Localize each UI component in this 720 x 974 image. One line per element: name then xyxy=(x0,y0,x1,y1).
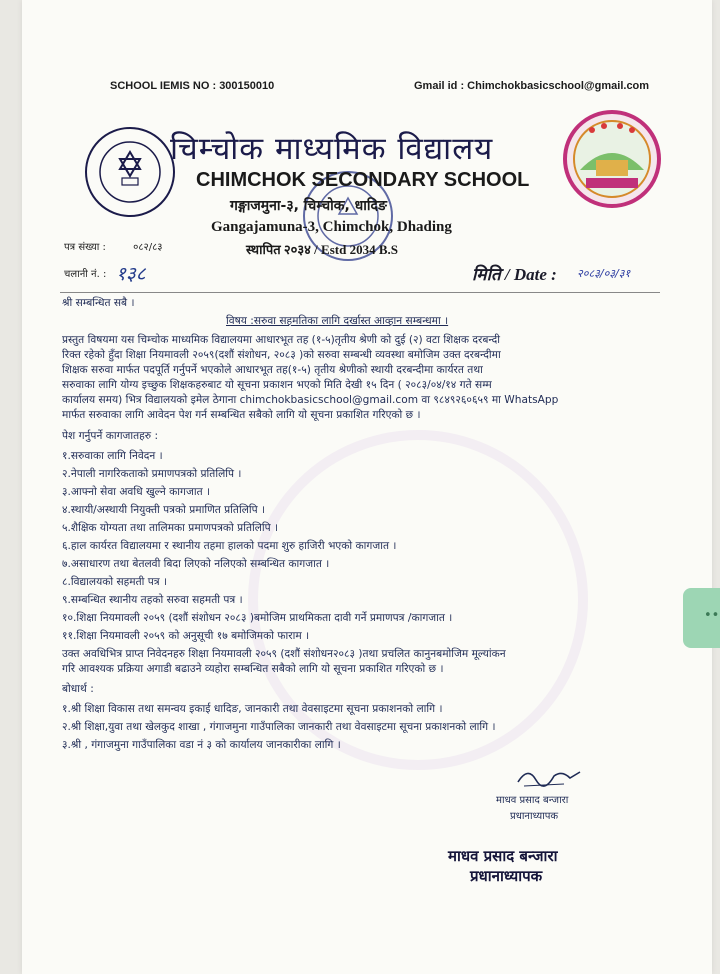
municipality-emblem xyxy=(562,108,662,210)
dispatch-number-label: चलानी नं. : xyxy=(64,269,107,280)
handwritten-signature xyxy=(514,762,584,792)
recipient-line: श्री सम्बन्धित सबै । xyxy=(62,297,135,309)
document-item: ५.शैक्षिक योग्यता तथा तालिमका प्रमाणपत्रको प्रतिलिपि । xyxy=(62,522,279,534)
cc-item: १.श्री शिक्षा विकास तथा समन्वय इकाई धादिङ, जानकारी तथा वेवसाइटमा सूचना प्रकाशनको लागि । xyxy=(62,703,443,715)
date-value: २०८३/०३/३१ xyxy=(577,267,631,280)
watermark-emblem xyxy=(248,430,588,770)
signatory-designation: प्रधानाध्यापक xyxy=(510,811,559,822)
cc-item: ३.श्री , गंगाजमुना गाउँपालिका वडा नं ३ को कार्यालय जानकारीका लागि । xyxy=(62,739,341,751)
document-item: ११.शिक्षा नियमावली २०५९ को अनुसूची १७ बमोजिमको फाराम । xyxy=(62,630,310,642)
dispatch-number-value: १३८ xyxy=(116,264,146,285)
school-address-nepali: गङ्गाजमुना-३, चिम्चोक, धादिङ xyxy=(230,198,387,214)
para1-line-2: रिक्त रहेको हुँदा शिक्षा नियमावली २०५९(दशौं संशोधन, २०८३ )को सरुवा सम्बन्धी व्यवस्था बमोजिम उक्त दरबन्दीमा xyxy=(62,349,501,361)
para1-line-3: शिक्षक सरुवा मार्फत पदपूर्ति गर्नुपर्ने भएकोले आधारभूत तह(१-५) तृतीय श्रेणीको स्थायी दरबन्दीमा कार्यरत तथा xyxy=(62,364,483,376)
school-seal-logo xyxy=(84,126,176,218)
letter-number-label xyxy=(64,239,163,253)
para2-line-2: गरि आवश्यक प्रक्रिया अगाडी बढाउने व्यहोरा सम्बन्धित सबैको लागि यो सूचना प्रकाशित गरिएको छ । xyxy=(62,663,444,675)
subject-line: विषय :सरुवा सहमतिका लागि दर्खास्त आव्हान सम्बन्धमा । xyxy=(226,315,449,327)
document-item: ९.सम्बन्धित स्थानीय तहको सरुवा सहमती पत्र । xyxy=(62,594,243,606)
para1-line-1: प्रस्तुत विषयमा यस चिम्चोक माध्यमिक विद्यालयमा आधारभूत तह (१-५)तृतीय श्रेणी को दुई (२) वटा शिक्षक दरबन्दी xyxy=(62,334,501,346)
school-established: स्थापित २०३४ / Estd 2034 B.S xyxy=(246,242,398,257)
document-item: ८.विद्यालयको सहमती पत्र । xyxy=(62,576,168,588)
cc-heading: बोधार्थ : xyxy=(62,683,94,695)
document-item: ७.असाधारण तथा बेतलवी बिदा लिएको नलिएको सम्बन्धित कागजात । xyxy=(62,558,330,570)
para2-line-1: उक्त अवधिभित्र प्राप्त निवेदनहरु शिक्षा नियमावली २०५९ (दशौं संशोधन२०८३ )तथा प्रचलित कानुनबमोजिम मूल्यांकन xyxy=(62,648,506,660)
document-item: १.सरुवाका लागि निवेदन । xyxy=(62,450,163,462)
designation-stamp: प्रधानाध्यापक xyxy=(470,867,543,885)
school-title-nepali: चिम्चोक माध्यमिक विद्यालय xyxy=(170,131,494,167)
document-item: ६.हाल कार्यरत विद्यालयमा र स्थानीय तहमा हालको पदमा शुरु हाजिरी भएको कागजात । xyxy=(62,540,397,552)
documents-heading: पेश गर्नुपर्ने कागजातहरु : xyxy=(62,430,159,442)
more-options-icon[interactable]: •• xyxy=(704,608,720,623)
letter-number-key: पत्र संख्या : xyxy=(64,242,106,253)
school-iemis: SCHOOL IEMIS NO : 300150010 xyxy=(110,80,275,92)
date-label: मिति / Date : xyxy=(472,265,557,284)
document-item: ४.स्थायी/अस्थायी नियुक्ती पत्रको प्रमाणित प्रतिलिपि । xyxy=(62,504,266,516)
para1-line-4: सरुवाका लागि योग्य इच्छुक शिक्षकहरुबाट यो सूचना प्रकाशन भएको मिति देखी १५ दिन ( २०८३/०४/१४ गते सम्म xyxy=(62,379,492,391)
signatory-name: माधव प्रसाद बन्जारा xyxy=(496,795,569,806)
para1-line-6: मार्फत सरुवाका लागि आवेदन पेश गर्न सम्बन्धित सबैको लागि यो सूचना प्रकाशित गरिएको छ । xyxy=(62,409,421,421)
para1-line-5: कार्यालय समय) भित्र विद्यालयको इमेल ठेगाना chimchokbasicschool@gmail.com वा ९८४९२६०६५९ मा WhatsApp xyxy=(62,394,559,406)
school-address-english: Gangajamuna-3, Chimchok, Dhading xyxy=(211,219,452,235)
school-title-english: CHIMCHOK SECONDARY SCHOOL xyxy=(196,169,530,191)
letter-number-value: ०८२/८३ xyxy=(133,242,163,253)
school-gmail: Gmail id : Chimchokbasicschool@gmail.com xyxy=(414,80,650,92)
name-stamp: माधव प्रसाद बन्जारा xyxy=(448,847,558,865)
document-item: १०.शिक्षा नियमावली २०५९ (दशौं संशोधन २०८३ )बमोजिम प्राथमिकता दावी गर्ने प्रमाणपत्र /कागजात । xyxy=(62,612,453,624)
document-item: ३.आफ्नो सेवा अवधि खुल्ने कागजात । xyxy=(62,486,211,498)
header-divider xyxy=(60,292,660,293)
document-item: २.नेपाली नागरिकताको प्रमाणपत्रको प्रतिलिपि । xyxy=(62,468,242,480)
cc-item: २.श्री शिक्षा,युवा तथा खेलकुद शाखा , गंगाजमुना गाउँपालिका जानकारी तथा वेवसाइटमा सूचना प्रकाशनको लागि । xyxy=(62,721,496,733)
